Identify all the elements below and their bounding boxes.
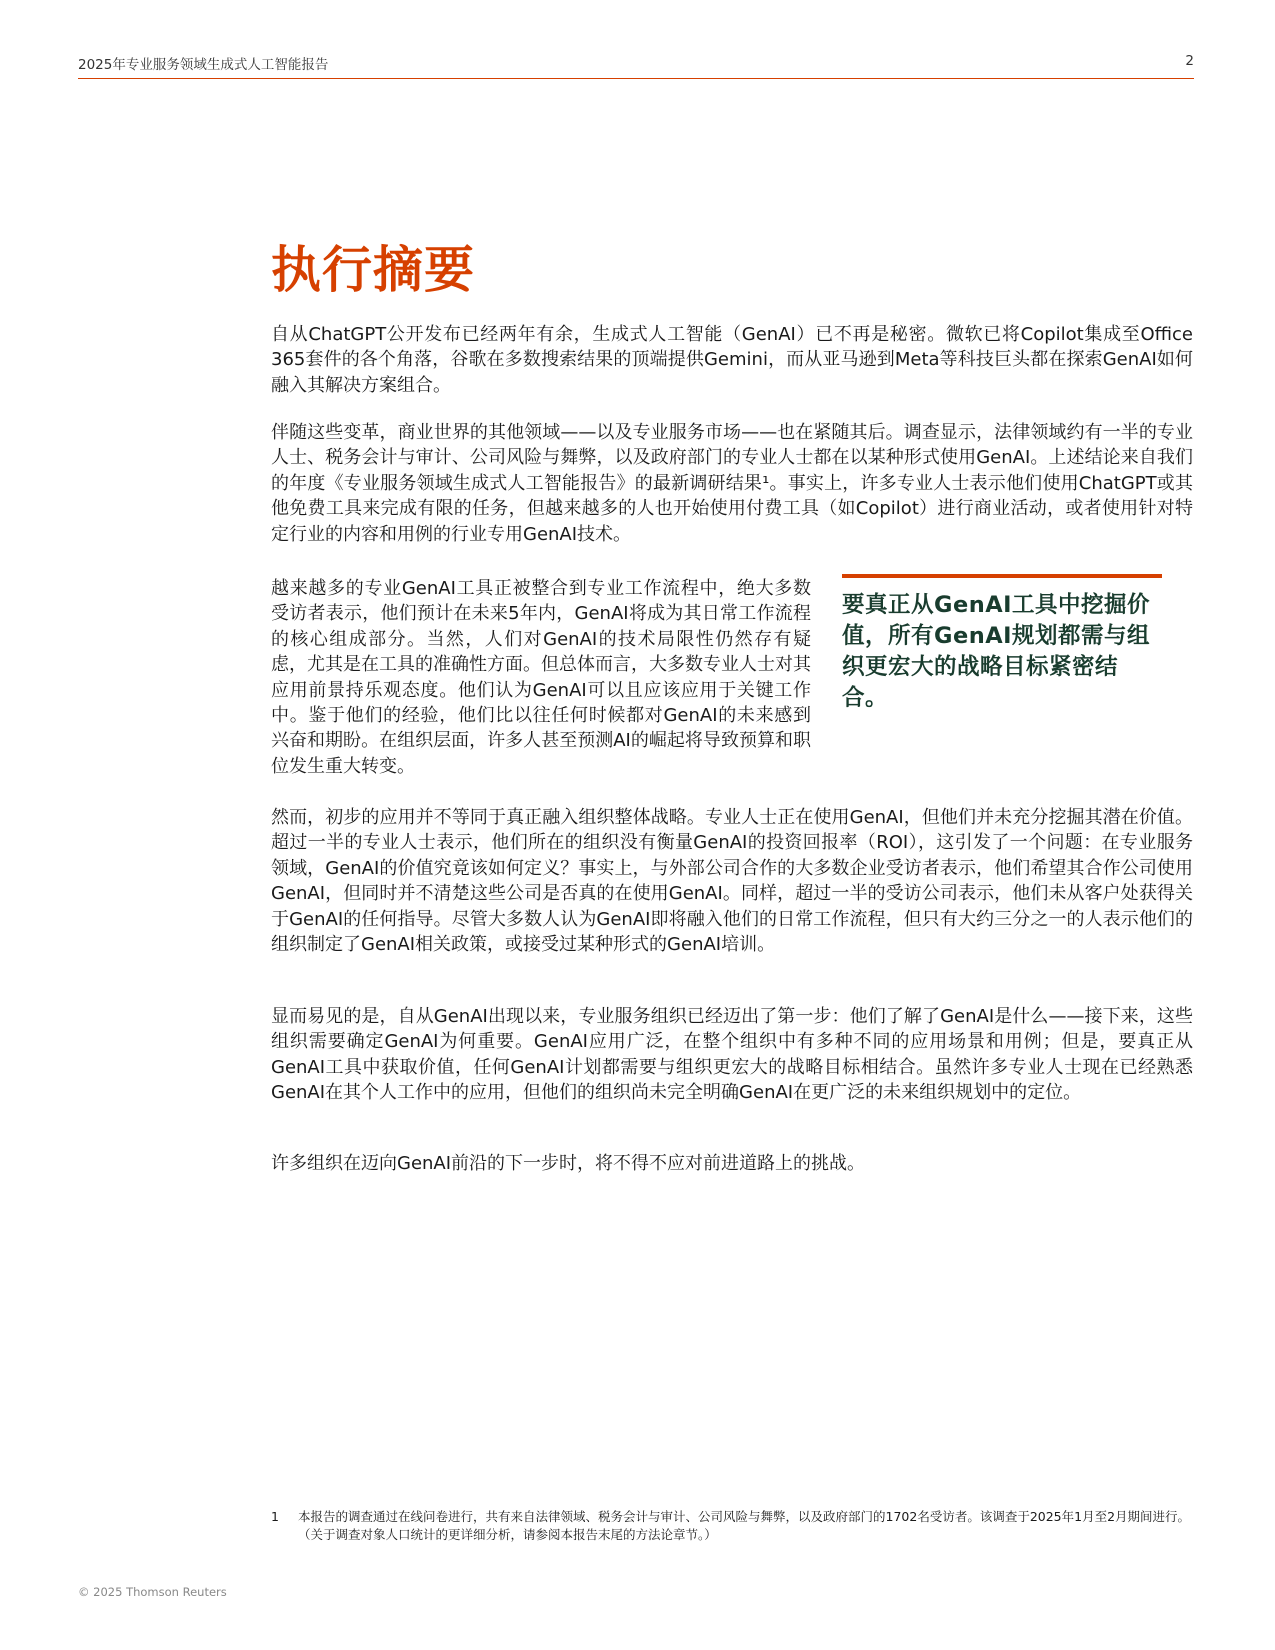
section-title: 执行摘要 [271,241,475,299]
body-paragraph-6: 许多组织在迈向GenAI前沿的下一步时，将不得不应对前进道路上的挑战。 [271,1153,866,1174]
pull-quote-text: 要真正从GenAI工具中挖掘价值，所有GenAI规划都需与组织更宏大的战略目标紧密结合。 [842,592,1151,711]
body-paragraph-4: 然而，初步的应用并不等同于真正融入组织整体战略。专业人士正在使用GenAI，但他们并未充分挖掘其潜在价值。超过一半的专业人士表示，他们所在的组织没有衡量GenAI的投资回报率（ROI），这引发了一个问题：在专业服务领域，GenAI的价值究竟该如何定义？事实上，与外部公司合作的大多数企业受访者表示，他们希望其合作公司使用GenAI，但同时并不清楚这些公司是否真的在使用GenAI。同样，超过一半的受访公司表示，他们未从客户处获得关于GenAI的任何指导。尽管大多数人认为GenAI即将融入他们的日常工作流程，但只有大约三分之一的人表示他们的组织制定了GenAI相关政策，或接受过某种形式的GenAI培训。 [271,807,1193,956]
copyright-notice: © 2025 Thomson Reuters [78,1585,227,1599]
document-title: 2025年专业服务领域生成式人工智能报告 [78,57,329,73]
body-paragraph-1: 自从ChatGPT公开发布已经两年有余，生成式人工智能（GenAI）已不再是秘密。微软已将Copilot集成至Office 365套件的各个角落，谷歌在多数搜索结果的顶端提供Gemini，而从亚马逊到Meta等科技巨头都在探索GenAI如何融入其解决方案组合。 [271,324,1193,396]
page-header [78,52,1194,79]
footnote-text: 本报告的调查通过在线问卷进行，共有来自法律领域、税务会计与审计、公司风险与舞弊，以及政府部门的1702名受访者。该调查于2025年1月至2月期间进行。（关于调查对象人口统计的更详细分析，请参阅本报告末尾的方法论章节。） [298,1509,1191,1542]
footnote-number: 1 [271,1509,279,1524]
body-paragraph-5: 显而易见的是，自从GenAI出现以来，专业服务组织已经迈出了第一步：他们了解了GenAI是什么——接下来，这些组织需要确定GenAI为何重要。GenAI应用广泛，在整个组织中有多种不同的应用场景和用例；但是，要真正从GenAI工具中获取价值，任何GenAI计划都需要与组织更宏大的战略目标相结合。虽然许多专业人士现在已经熟悉GenAI在其个人工作中的应用，但他们的组织尚未完全明确GenAI在更广泛的未来组织规划中的定位。 [271,1006,1193,1104]
body-paragraph-3: 越来越多的专业GenAI工具正被整合到专业工作流程中，绝大多数受访者表示，他们预计在未来5年内，GenAI将成为其日常工作流程的核心组成部分。当然，人们对GenAI的技术局限性仍然存有疑虑，尤其是在工具的准确性方面。但总体而言，大多数专业人士对其应用前景持乐观态度。他们认为GenAI可以且应该应用于关键工作中。鉴于他们的经验，他们比以往任何时候都对GenAI的未来感到兴奋和期盼。在组织层面，许多人甚至预测AI的崛起将导致预算和职位发生重大转变。 [271,578,811,777]
page-number: 2 [1185,53,1194,69]
body-paragraph-2: 伴随这些变革，商业世界的其他领域——以及专业服务市场——也在紧随其后。调查显示，法律领域约有一半的专业人士、税务会计与审计、公司风险与舞弊，以及政府部门的专业人士都在以某种形式使用GenAI。上述结论来自我们的年度《专业服务领域生成式人工智能报告》的最新调研结果¹。事实上，许多专业人士表示他们使用ChatGPT或其他免费工具来完成有限的任务，但越来越多的人也开始使用付费工具（如Copilot）进行商业活动，或者使用针对特定行业的内容和用例的行业专用GenAI技术。 [271,422,1193,545]
pull-quote [842,574,1162,714]
footnote [271,1508,1193,1544]
